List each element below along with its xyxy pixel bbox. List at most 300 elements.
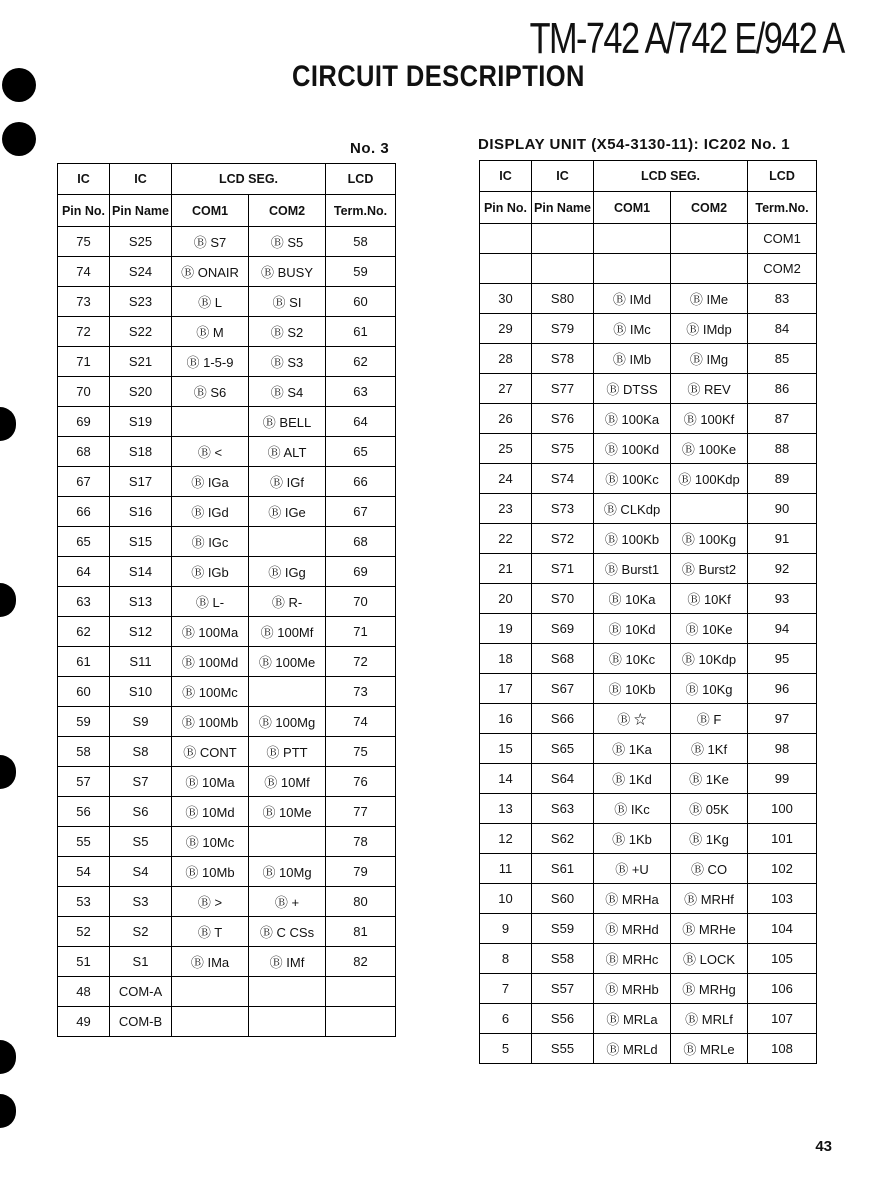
com1-cell: Ⓑ IMd <box>594 284 671 314</box>
table-row <box>480 584 817 614</box>
pin-name-cell: S10 <box>110 677 172 707</box>
pin-no-cell: 51 <box>58 947 110 977</box>
pin-no-cell: 64 <box>58 557 110 587</box>
pin-name-cell: S17 <box>110 467 172 497</box>
pin-name-cell: S60 <box>532 884 594 914</box>
term-no-cell: 100 <box>748 794 817 824</box>
pin-name-cell: COM-A <box>110 977 172 1007</box>
pin-name-cell: S78 <box>532 344 594 374</box>
com1-cell: Ⓑ 100Ka <box>594 404 671 434</box>
pin-name-cell: S3 <box>110 887 172 917</box>
com2-cell: Ⓑ 100Kg <box>671 524 748 554</box>
pin-name-cell: S64 <box>532 764 594 794</box>
pin-name-cell: S77 <box>532 374 594 404</box>
pin-no-cell: 5 <box>480 1034 532 1064</box>
term-no-cell: 106 <box>748 974 817 1004</box>
pin-name-cell: S67 <box>532 674 594 704</box>
table-row <box>58 677 396 707</box>
com1-cell: Ⓑ ☆ <box>594 704 671 734</box>
pin-no-cell <box>480 224 532 254</box>
term-no-cell: 61 <box>326 317 396 347</box>
com1-cell: Ⓑ IGb <box>172 557 249 587</box>
com2-cell <box>249 527 326 557</box>
com2-cell: Ⓑ 10Kf <box>671 584 748 614</box>
pin-name-cell: S55 <box>532 1034 594 1064</box>
pin-name-cell: S1 <box>110 947 172 977</box>
com2-cell <box>671 494 748 524</box>
binder-tab <box>0 755 16 789</box>
pin-no-cell: 63 <box>58 587 110 617</box>
com1-cell: Ⓑ 10Md <box>172 797 249 827</box>
table-row <box>58 947 396 977</box>
binder-hole <box>2 68 36 102</box>
com2-cell: Ⓑ 10Kg <box>671 674 748 704</box>
table-row <box>58 587 396 617</box>
pin-name-cell: S19 <box>110 407 172 437</box>
com1-cell <box>594 254 671 284</box>
ic-header: IC <box>110 164 172 195</box>
table-row <box>480 314 817 344</box>
com2-cell: Ⓑ IMdp <box>671 314 748 344</box>
ic-header: IC <box>480 161 532 192</box>
binder-hole <box>2 122 36 156</box>
term-no-cell: 83 <box>748 284 817 314</box>
table-row <box>58 797 396 827</box>
term-no-cell: 95 <box>748 644 817 674</box>
table-row <box>58 737 396 767</box>
pin-no-cell: 68 <box>58 437 110 467</box>
com1-cell: Ⓑ ONAIR <box>172 257 249 287</box>
com2-cell: Ⓑ REV <box>671 374 748 404</box>
pin-name-cell: S63 <box>532 794 594 824</box>
table-row <box>480 704 817 734</box>
table-row <box>58 407 396 437</box>
pin-name-cell: S24 <box>110 257 172 287</box>
lcd-header: LCD <box>748 161 817 192</box>
com1-cell: Ⓑ 1Kd <box>594 764 671 794</box>
term-no-cell: 104 <box>748 914 817 944</box>
pin-name-cell: S70 <box>532 584 594 614</box>
com2-cell: Ⓑ BELL <box>249 407 326 437</box>
pin-no-cell: 12 <box>480 824 532 854</box>
lcd-header: LCD <box>326 164 396 195</box>
pin-name-cell: S11 <box>110 647 172 677</box>
table-row <box>480 974 817 1004</box>
term-no-cell: 108 <box>748 1034 817 1064</box>
com2-cell: Ⓑ 1Kg <box>671 824 748 854</box>
pin-no-cell: 10 <box>480 884 532 914</box>
table-row <box>58 437 396 467</box>
pin-no-cell: 49 <box>58 1007 110 1037</box>
lcd-seg-header: LCD SEG. <box>172 164 326 195</box>
com2-cell: Ⓑ 10Kdp <box>671 644 748 674</box>
com2-cell: Ⓑ IGg <box>249 557 326 587</box>
com1-cell: Ⓑ Burst1 <box>594 554 671 584</box>
pin-no-cell: 75 <box>58 227 110 257</box>
com1-cell: Ⓑ 100Kd <box>594 434 671 464</box>
com2-cell <box>249 1007 326 1037</box>
term-no-header: Term.No. <box>326 195 396 227</box>
com2-cell: Ⓑ S5 <box>249 227 326 257</box>
term-no-cell: 77 <box>326 797 396 827</box>
term-no-cell: COM2 <box>748 254 817 284</box>
pin-no-cell: 74 <box>58 257 110 287</box>
com2-cell: Ⓑ CO <box>671 854 748 884</box>
com1-cell: Ⓑ CONT <box>172 737 249 767</box>
term-no-cell: 105 <box>748 944 817 974</box>
com1-cell <box>172 407 249 437</box>
term-no-cell: 66 <box>326 467 396 497</box>
pin-no-cell: 13 <box>480 794 532 824</box>
com1-cell <box>172 1007 249 1037</box>
com1-cell: Ⓑ 10Kc <box>594 644 671 674</box>
pin-name-cell: S73 <box>532 494 594 524</box>
binder-tab <box>0 407 16 441</box>
pin-no-cell: 21 <box>480 554 532 584</box>
com1-cell: Ⓑ < <box>172 437 249 467</box>
com2-cell: Ⓑ S3 <box>249 347 326 377</box>
com1-cell: Ⓑ MRHb <box>594 974 671 1004</box>
com2-cell: Ⓑ 10Ke <box>671 614 748 644</box>
table-row <box>480 344 817 374</box>
table-row <box>58 257 396 287</box>
term-no-cell: 98 <box>748 734 817 764</box>
pin-name-cell: S57 <box>532 974 594 1004</box>
table-row <box>480 494 817 524</box>
pin-name-cell: S23 <box>110 287 172 317</box>
com2-cell <box>671 254 748 284</box>
term-no-cell: 91 <box>748 524 817 554</box>
pin-no-cell: 66 <box>58 497 110 527</box>
pin-name-cell: S22 <box>110 317 172 347</box>
pin-no-cell: 20 <box>480 584 532 614</box>
term-no-cell: 84 <box>748 314 817 344</box>
pin-no-cell: 14 <box>480 764 532 794</box>
com2-cell: Ⓑ 100Mf <box>249 617 326 647</box>
table-row <box>58 497 396 527</box>
term-no-cell: 70 <box>326 587 396 617</box>
pin-no-cell: 59 <box>58 707 110 737</box>
lcd-seg-header: LCD SEG. <box>594 161 748 192</box>
com1-cell: Ⓑ S6 <box>172 377 249 407</box>
term-no-cell: 63 <box>326 377 396 407</box>
table-row <box>480 644 817 674</box>
pin-no-cell: 19 <box>480 614 532 644</box>
com2-cell: Ⓑ R- <box>249 587 326 617</box>
right-table-caption: DISPLAY UNIT (X54-3130-11): IC202 No. 1 <box>478 136 791 153</box>
term-no-cell: 81 <box>326 917 396 947</box>
pin-no-cell: 11 <box>480 854 532 884</box>
com2-cell: Ⓑ 05K <box>671 794 748 824</box>
com2-cell <box>671 224 748 254</box>
pin-no-cell: 8 <box>480 944 532 974</box>
table-row <box>58 917 396 947</box>
pin-name-cell: S76 <box>532 404 594 434</box>
left-table-caption: No. 3 <box>350 140 390 157</box>
com2-cell: Ⓑ IMe <box>671 284 748 314</box>
pin-no-header: Pin No. <box>480 192 532 224</box>
com2-cell: Ⓑ LOCK <box>671 944 748 974</box>
right-pin-table <box>479 160 817 1064</box>
table-row <box>58 857 396 887</box>
binder-tab <box>0 1040 16 1074</box>
table-row <box>58 767 396 797</box>
pin-no-cell: 29 <box>480 314 532 344</box>
model-number: TM-742 A/742 E/942 A <box>529 14 844 63</box>
term-no-cell: 88 <box>748 434 817 464</box>
com2-cell: Ⓑ MRHf <box>671 884 748 914</box>
pin-no-cell: 57 <box>58 767 110 797</box>
pin-name-cell: S25 <box>110 227 172 257</box>
table-row <box>480 374 817 404</box>
com2-cell: Ⓑ 10Mg <box>249 857 326 887</box>
com1-cell: Ⓑ 10Kd <box>594 614 671 644</box>
com2-cell: Ⓑ 100Kdp <box>671 464 748 494</box>
table-row <box>480 254 817 284</box>
table-row <box>480 1004 817 1034</box>
pin-name-cell: S56 <box>532 1004 594 1034</box>
com2-cell: Ⓑ IMg <box>671 344 748 374</box>
com1-cell: Ⓑ 10Ka <box>594 584 671 614</box>
table-row <box>480 794 817 824</box>
pin-no-cell: 23 <box>480 494 532 524</box>
pin-no-cell: 52 <box>58 917 110 947</box>
term-no-cell: 90 <box>748 494 817 524</box>
pin-name-cell <box>532 224 594 254</box>
pin-no-cell: 25 <box>480 434 532 464</box>
pin-name-cell: S62 <box>532 824 594 854</box>
com1-cell: Ⓑ 10Ma <box>172 767 249 797</box>
pin-no-cell: 28 <box>480 344 532 374</box>
com2-header: COM2 <box>249 195 326 227</box>
com2-cell: Ⓑ F <box>671 704 748 734</box>
com1-cell: Ⓑ IGa <box>172 467 249 497</box>
term-no-cell: 96 <box>748 674 817 704</box>
com1-cell: Ⓑ IGc <box>172 527 249 557</box>
pin-no-cell: 7 <box>480 974 532 1004</box>
com1-cell: Ⓑ IMa <box>172 947 249 977</box>
term-no-cell: 94 <box>748 614 817 644</box>
pin-name-cell: S69 <box>532 614 594 644</box>
com1-cell: Ⓑ MRLa <box>594 1004 671 1034</box>
pin-name-cell: S71 <box>532 554 594 584</box>
term-no-cell: 65 <box>326 437 396 467</box>
com2-cell: Ⓑ IGf <box>249 467 326 497</box>
pin-name-cell: S6 <box>110 797 172 827</box>
pin-no-cell: 70 <box>58 377 110 407</box>
pin-no-cell <box>480 254 532 284</box>
pin-no-header: Pin No. <box>58 195 110 227</box>
term-no-cell: 92 <box>748 554 817 584</box>
pin-no-cell: 30 <box>480 284 532 314</box>
table-row <box>58 557 396 587</box>
com1-cell: Ⓑ DTSS <box>594 374 671 404</box>
table-row <box>480 524 817 554</box>
term-no-cell: 76 <box>326 767 396 797</box>
com1-cell: Ⓑ MRHa <box>594 884 671 914</box>
table-row <box>480 944 817 974</box>
pin-name-cell: S80 <box>532 284 594 314</box>
pin-no-cell: 26 <box>480 404 532 434</box>
table-row <box>480 1034 817 1064</box>
com1-cell: Ⓑ 1-5-9 <box>172 347 249 377</box>
com2-cell: Ⓑ 10Me <box>249 797 326 827</box>
table-row <box>58 977 396 1007</box>
pin-name-header: Pin Name <box>110 195 172 227</box>
pin-name-cell: S61 <box>532 854 594 884</box>
pin-name-cell: S68 <box>532 644 594 674</box>
page-title: CIRCUIT DESCRIPTION <box>292 60 585 93</box>
table-row <box>58 347 396 377</box>
com1-cell: Ⓑ 100Mc <box>172 677 249 707</box>
pin-no-cell: 6 <box>480 1004 532 1034</box>
table-row <box>58 377 396 407</box>
com1-cell: Ⓑ L- <box>172 587 249 617</box>
term-no-cell: 73 <box>326 677 396 707</box>
ic-header: IC <box>58 164 110 195</box>
pin-no-cell: 16 <box>480 704 532 734</box>
term-no-cell: 97 <box>748 704 817 734</box>
pin-name-cell <box>532 254 594 284</box>
pin-name-cell: S18 <box>110 437 172 467</box>
term-no-cell: 103 <box>748 884 817 914</box>
table-row <box>480 914 817 944</box>
pin-name-cell: S5 <box>110 827 172 857</box>
pin-no-cell: 54 <box>58 857 110 887</box>
pin-name-cell: S8 <box>110 737 172 767</box>
term-no-cell: 74 <box>326 707 396 737</box>
table-row <box>58 527 396 557</box>
binder-tab <box>0 1094 16 1128</box>
pin-name-cell: S72 <box>532 524 594 554</box>
com1-cell: Ⓑ 10Mc <box>172 827 249 857</box>
table-row <box>480 554 817 584</box>
com1-cell: Ⓑ 100Md <box>172 647 249 677</box>
pin-no-cell: 22 <box>480 524 532 554</box>
pin-no-cell: 69 <box>58 407 110 437</box>
pin-name-cell: S21 <box>110 347 172 377</box>
com1-cell: Ⓑ M <box>172 317 249 347</box>
com2-cell <box>249 827 326 857</box>
pin-no-cell: 15 <box>480 734 532 764</box>
table-row <box>58 317 396 347</box>
table-row <box>480 824 817 854</box>
com1-header: COM1 <box>172 195 249 227</box>
pin-no-cell: 27 <box>480 374 532 404</box>
table-row <box>58 287 396 317</box>
pin-name-cell: S58 <box>532 944 594 974</box>
com1-cell: Ⓑ 10Kb <box>594 674 671 704</box>
com2-header: COM2 <box>671 192 748 224</box>
table-row <box>480 284 817 314</box>
com1-cell: Ⓑ 100Kb <box>594 524 671 554</box>
pin-name-cell: S16 <box>110 497 172 527</box>
pin-no-cell: 9 <box>480 914 532 944</box>
table-row <box>480 224 817 254</box>
pin-name-cell: S75 <box>532 434 594 464</box>
com2-cell <box>249 977 326 1007</box>
com2-cell: Ⓑ 1Ke <box>671 764 748 794</box>
com2-cell: Ⓑ S4 <box>249 377 326 407</box>
com2-cell: Ⓑ MRLe <box>671 1034 748 1064</box>
term-no-cell: 62 <box>326 347 396 377</box>
com1-cell: Ⓑ 100Ma <box>172 617 249 647</box>
pin-no-cell: 72 <box>58 317 110 347</box>
pin-no-cell: 60 <box>58 677 110 707</box>
pin-no-cell: 61 <box>58 647 110 677</box>
com1-cell: Ⓑ IKc <box>594 794 671 824</box>
table-row <box>58 617 396 647</box>
term-no-header: Term.No. <box>748 192 817 224</box>
com1-cell: Ⓑ 100Mb <box>172 707 249 737</box>
com2-cell: Ⓑ IGe <box>249 497 326 527</box>
com1-cell <box>172 977 249 1007</box>
pin-name-cell: S59 <box>532 914 594 944</box>
table-row <box>58 827 396 857</box>
term-no-cell: COM1 <box>748 224 817 254</box>
com1-cell: Ⓑ MRHd <box>594 914 671 944</box>
pin-no-cell: 58 <box>58 737 110 767</box>
term-no-cell: 102 <box>748 854 817 884</box>
table-row <box>58 887 396 917</box>
com2-cell: Ⓑ Burst2 <box>671 554 748 584</box>
term-no-cell: 93 <box>748 584 817 614</box>
term-no-cell: 85 <box>748 344 817 374</box>
term-no-cell: 107 <box>748 1004 817 1034</box>
com2-cell: Ⓑ SI <box>249 287 326 317</box>
table-row <box>480 734 817 764</box>
com2-cell: Ⓑ ALT <box>249 437 326 467</box>
term-no-cell: 82 <box>326 947 396 977</box>
pin-no-cell: 17 <box>480 674 532 704</box>
table-row <box>480 464 817 494</box>
table-row <box>58 707 396 737</box>
com2-cell: Ⓑ S2 <box>249 317 326 347</box>
com2-cell: Ⓑ MRHg <box>671 974 748 1004</box>
pin-no-cell: 71 <box>58 347 110 377</box>
com1-cell: Ⓑ T <box>172 917 249 947</box>
term-no-cell <box>326 977 396 1007</box>
term-no-cell: 64 <box>326 407 396 437</box>
pin-name-cell: S65 <box>532 734 594 764</box>
table-row <box>480 434 817 464</box>
term-no-cell: 86 <box>748 374 817 404</box>
com2-cell: Ⓑ 100Mg <box>249 707 326 737</box>
pin-name-cell: S66 <box>532 704 594 734</box>
com2-cell: Ⓑ 100Ke <box>671 434 748 464</box>
term-no-cell: 80 <box>326 887 396 917</box>
pin-name-cell: S12 <box>110 617 172 647</box>
term-no-cell: 72 <box>326 647 396 677</box>
term-no-cell: 99 <box>748 764 817 794</box>
pin-name-header: Pin Name <box>532 192 594 224</box>
com2-cell: Ⓑ BUSY <box>249 257 326 287</box>
binder-tab <box>0 583 16 617</box>
table-row <box>480 764 817 794</box>
term-no-cell: 75 <box>326 737 396 767</box>
pin-name-cell: S13 <box>110 587 172 617</box>
term-no-cell: 89 <box>748 464 817 494</box>
com1-header: COM1 <box>594 192 671 224</box>
pin-no-cell: 67 <box>58 467 110 497</box>
pin-name-cell: S74 <box>532 464 594 494</box>
com2-cell: Ⓑ + <box>249 887 326 917</box>
com1-cell: Ⓑ IMc <box>594 314 671 344</box>
com2-cell: Ⓑ MRHe <box>671 914 748 944</box>
com2-cell: Ⓑ PTT <box>249 737 326 767</box>
com2-cell: Ⓑ 10Mf <box>249 767 326 797</box>
com2-cell: Ⓑ 1Kf <box>671 734 748 764</box>
